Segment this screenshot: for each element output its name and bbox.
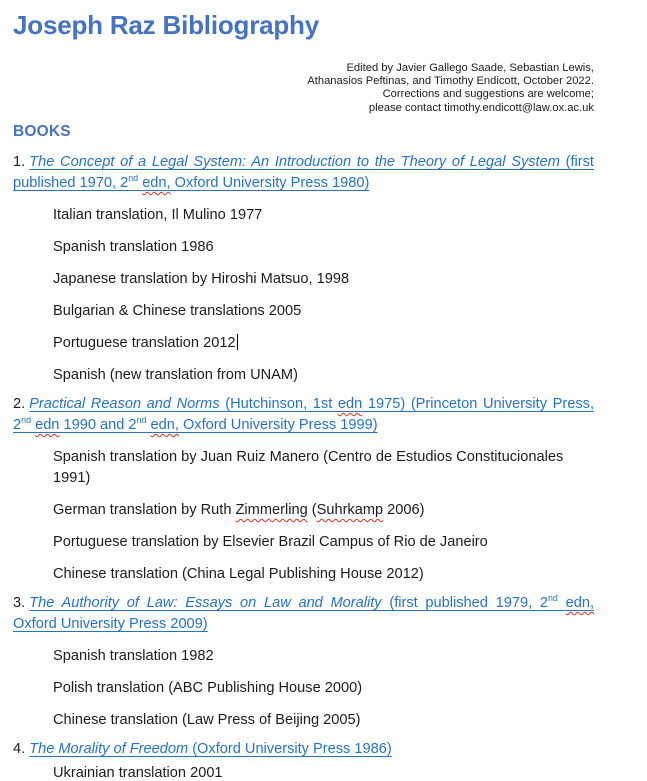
text-segment: Spanish translation 1982 xyxy=(53,647,214,664)
text-cursor xyxy=(237,334,239,350)
text-segment: Ukrainian translation 2001 xyxy=(53,764,223,781)
book-entry xyxy=(13,593,594,731)
book-title-link[interactable] xyxy=(29,741,392,757)
text-segment: German translation by Ruth xyxy=(53,501,236,518)
text-segment: The Concept of a Legal System: An Introduction to the Theory of Legal System xyxy=(29,153,560,170)
editor-note-line: Corrections and suggestions are welcome; xyxy=(382,88,594,101)
text-segment: Spanish translation 1986 xyxy=(53,238,214,255)
translation-line xyxy=(53,365,594,386)
misspelled-word: Suhrkamp xyxy=(316,501,384,518)
text-segment: Bulgarian & Chinese translations 2005 xyxy=(53,302,302,319)
editor-note xyxy=(13,62,594,115)
text-segment: 1990 and 2 xyxy=(59,416,137,433)
translations-group xyxy=(13,765,594,781)
text-segment: (Hutchinson, 1st xyxy=(219,395,338,412)
book-entry xyxy=(13,152,594,386)
translation-line xyxy=(53,765,594,781)
translation-line xyxy=(53,447,594,489)
translation-line xyxy=(53,301,594,322)
translation-line xyxy=(53,333,594,354)
book-citation xyxy=(13,593,594,635)
translation-line xyxy=(53,646,594,667)
misspelled-word: edn, xyxy=(142,174,171,191)
text-segment: nd xyxy=(136,414,147,425)
translations-group xyxy=(13,447,594,585)
misspelled-word: edn xyxy=(35,416,60,433)
translation-line xyxy=(53,237,594,258)
text-segment: Chinese translation (Law Press of Beijing 2005) xyxy=(53,711,361,728)
translation-line xyxy=(53,500,594,521)
translation-line xyxy=(53,710,594,731)
translation-line xyxy=(53,678,594,699)
editor-note-line: Edited by Javier Gallego Saade, Sebastian Lewis, xyxy=(346,62,594,74)
misspelled-word: Zimmerling xyxy=(235,501,308,518)
book-citation xyxy=(13,152,594,194)
text-segment: (Oxford University Press 1986) xyxy=(188,740,392,757)
text-segment: nd xyxy=(128,172,139,183)
text-segment: Portuguese translation by Elsevier Brazil Campus of Rio de Janeiro xyxy=(53,533,488,550)
translations-group xyxy=(13,205,594,386)
text-segment: 1975) (Princeton University Press, 2 xyxy=(13,395,594,433)
editor-note-line: Athanasios Peftinas, and Timothy Endicott, October 2022. xyxy=(307,75,594,88)
text-segment: Practical Reason and Norms xyxy=(29,395,220,412)
book-number: 2. xyxy=(13,395,26,412)
text-segment: nd xyxy=(547,592,558,603)
book-entry xyxy=(13,739,594,781)
text-segment: Chinese translation (China Legal Publishing House 2012) xyxy=(53,565,424,582)
misspelled-word: edn, xyxy=(150,416,179,433)
text-segment: Spanish translation by Juan Ruiz Manero (Centro de Estudios Constitucionales 1991) xyxy=(53,448,564,486)
text-segment: (first published 1979, 2 xyxy=(381,594,548,611)
translation-line xyxy=(53,564,594,585)
text-segment: The Morality of Freedom xyxy=(29,740,189,757)
text-segment: Spanish (new translation from UNAM) xyxy=(53,366,298,383)
book-title-link[interactable] xyxy=(13,396,594,433)
translations-group xyxy=(13,646,594,731)
text-segment: Japanese translation by Hiroshi Matsuo, 1998 xyxy=(53,270,350,287)
section-heading-books: BOOKS xyxy=(13,122,71,140)
text-segment: Oxford University Press 1999) xyxy=(178,416,378,433)
book-citation xyxy=(13,394,594,436)
text-segment xyxy=(558,595,566,611)
book-title-link[interactable] xyxy=(13,592,595,632)
book-citation xyxy=(13,739,594,760)
translation-line xyxy=(53,269,594,290)
text-segment: Oxford University Press 1980) xyxy=(170,174,370,191)
text-segment: nd xyxy=(21,414,32,425)
text-segment: 2006) xyxy=(383,501,425,518)
book-number: 4. xyxy=(13,740,26,757)
book-number: 3. xyxy=(13,594,26,611)
text-segment: ( xyxy=(307,501,317,518)
editor-note-line: please contact timothy.endicott@law.ox.ac.uk xyxy=(368,101,594,114)
book-number: 1. xyxy=(13,153,26,170)
text-segment: Italian translation, Il Mulino 1977 xyxy=(53,206,263,223)
book-title-link[interactable] xyxy=(13,154,594,191)
books-list xyxy=(13,152,594,781)
text-segment: Portuguese translation 2012 xyxy=(53,334,236,351)
text-segment: The Authority of Law: Essays on Law and Morality xyxy=(29,594,382,611)
translation-line xyxy=(53,205,594,226)
misspelled-word: edn, xyxy=(565,594,595,611)
text-segment: (first published 1970, 2 xyxy=(13,153,594,191)
book-entry xyxy=(13,394,594,585)
text-segment: Oxford University Press 2009) xyxy=(13,615,208,632)
misspelled-word: edn xyxy=(337,395,363,412)
text-segment: Polish translation (ABC Publishing House 2000) xyxy=(53,679,363,696)
page-title: Joseph Raz Bibliography xyxy=(13,10,320,40)
translation-line xyxy=(53,532,594,553)
